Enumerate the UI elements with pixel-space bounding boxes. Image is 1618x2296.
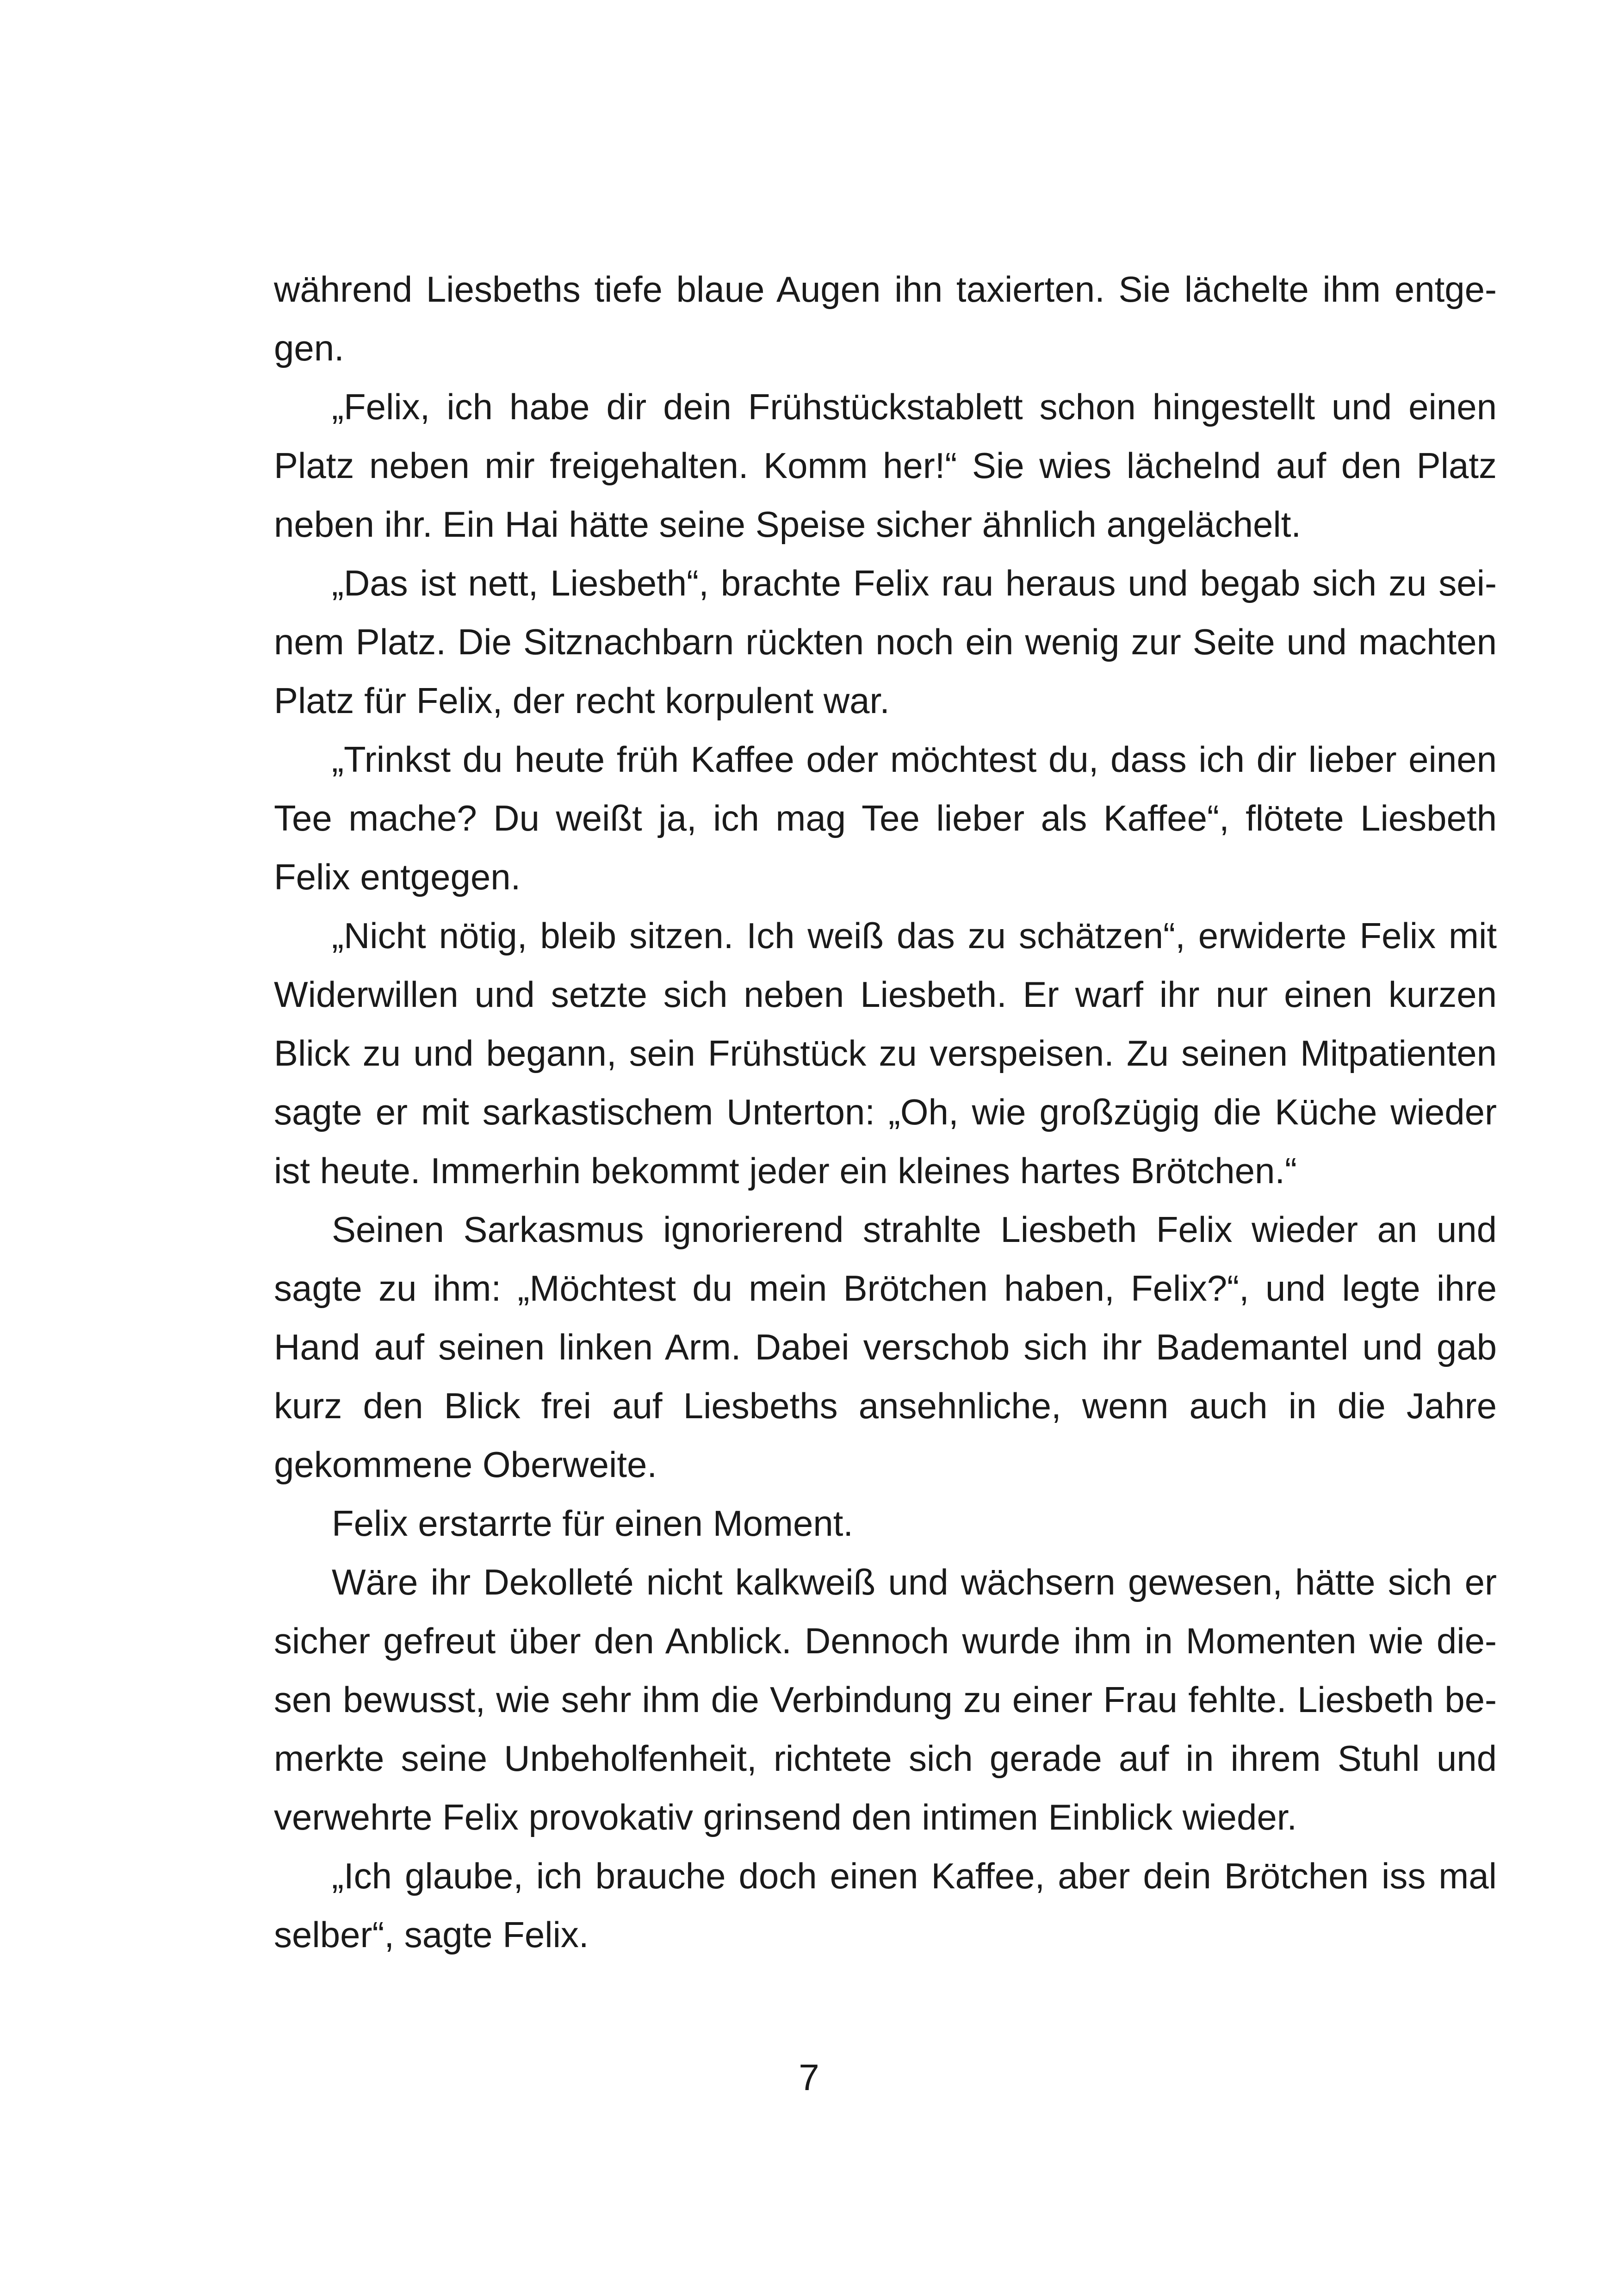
paragraph-2: „Felix, ich habe dir dein Frühstückstablett schon hingestellt und einen Platz neben mir freigehalten. Komm her!“ Sie wies lächelnd auf den Platz neben ihr. Ein Hai hätte seine Speise sicher ähnlich angelächelt. (274, 386, 1497, 545)
body-text (274, 260, 1497, 1964)
paragraph-3: „Das ist nett, Liesbeth“, brachte Felix rau heraus und begab sich zu seinem Platz. Die Sitznachbarn rückten noch ein wenig zur Seite und machten Platz für Felix, der recht korpulent war. (274, 563, 1497, 721)
paragraph-1: während Liesbeths tiefe blaue Augen ihn taxierten. Sie lächelte ihm entgegen. (274, 269, 1497, 368)
paragraph-8: Wäre ihr Dekolleté nicht kalkweiß und wächsern gewesen, hätte sich er sicher gefreut über den Anblick. Dennoch wurde ihm in Momenten wie diesen bewusst, wie sehr ihm die Verbindung zu einer Frau fehlte. Liesbeth bemerkte seine Unbeholfenheit, richtete sich gerade auf in ihrem Stuhl und verwehrte Felix provokativ grinsend den intimen Einblick wieder. (274, 1562, 1497, 1837)
paragraph-6: Seinen Sarkasmus ignorierend strahlte Liesbeth Felix wieder an und sagte zu ihm: „Möchtest du mein Brötchen haben, Felix?“, und legte ihre Hand auf seinen linken Arm. Dabei verschob sich ihr Bademantel und gab kurz den Blick frei auf Liesbeths ansehnliche, wenn auch in die Jahre gekommene Oberweite. (274, 1209, 1497, 1485)
paragraph-5: „Nicht nötig, bleib sitzen. Ich weiß das zu schätzen“, erwiderte Felix mit Widerwillen und setzte sich neben Liesbeth. Er warf ihr nur einen kurzen Blick zu und begann, sein Frühstück zu verspeisen. Zu seinen Mitpatienten sagte er mit sarkastischem Unterton: „Oh, wie großzügig die Küche wieder ist heute. Immerhin bekommt jeder ein kleines hartes Brötchen.“ (274, 915, 1497, 1191)
paragraph-9: „Ich glaube, ich brauche doch einen Kaffee, aber dein Brötchen iss mal selber“, sagte Felix. (274, 1855, 1497, 1955)
page-number: 7 (799, 2057, 819, 2098)
paragraph-7: Felix erstarrte für einen Moment. (332, 1503, 854, 1544)
paragraph-4: „Trinkst du heute früh Kaffee oder möchtest du, dass ich dir lieber einen Tee mache? Du weißt ja, ich mag Tee lieber als Kaffee“, flötete Liesbeth Felix entgegen. (274, 739, 1497, 897)
